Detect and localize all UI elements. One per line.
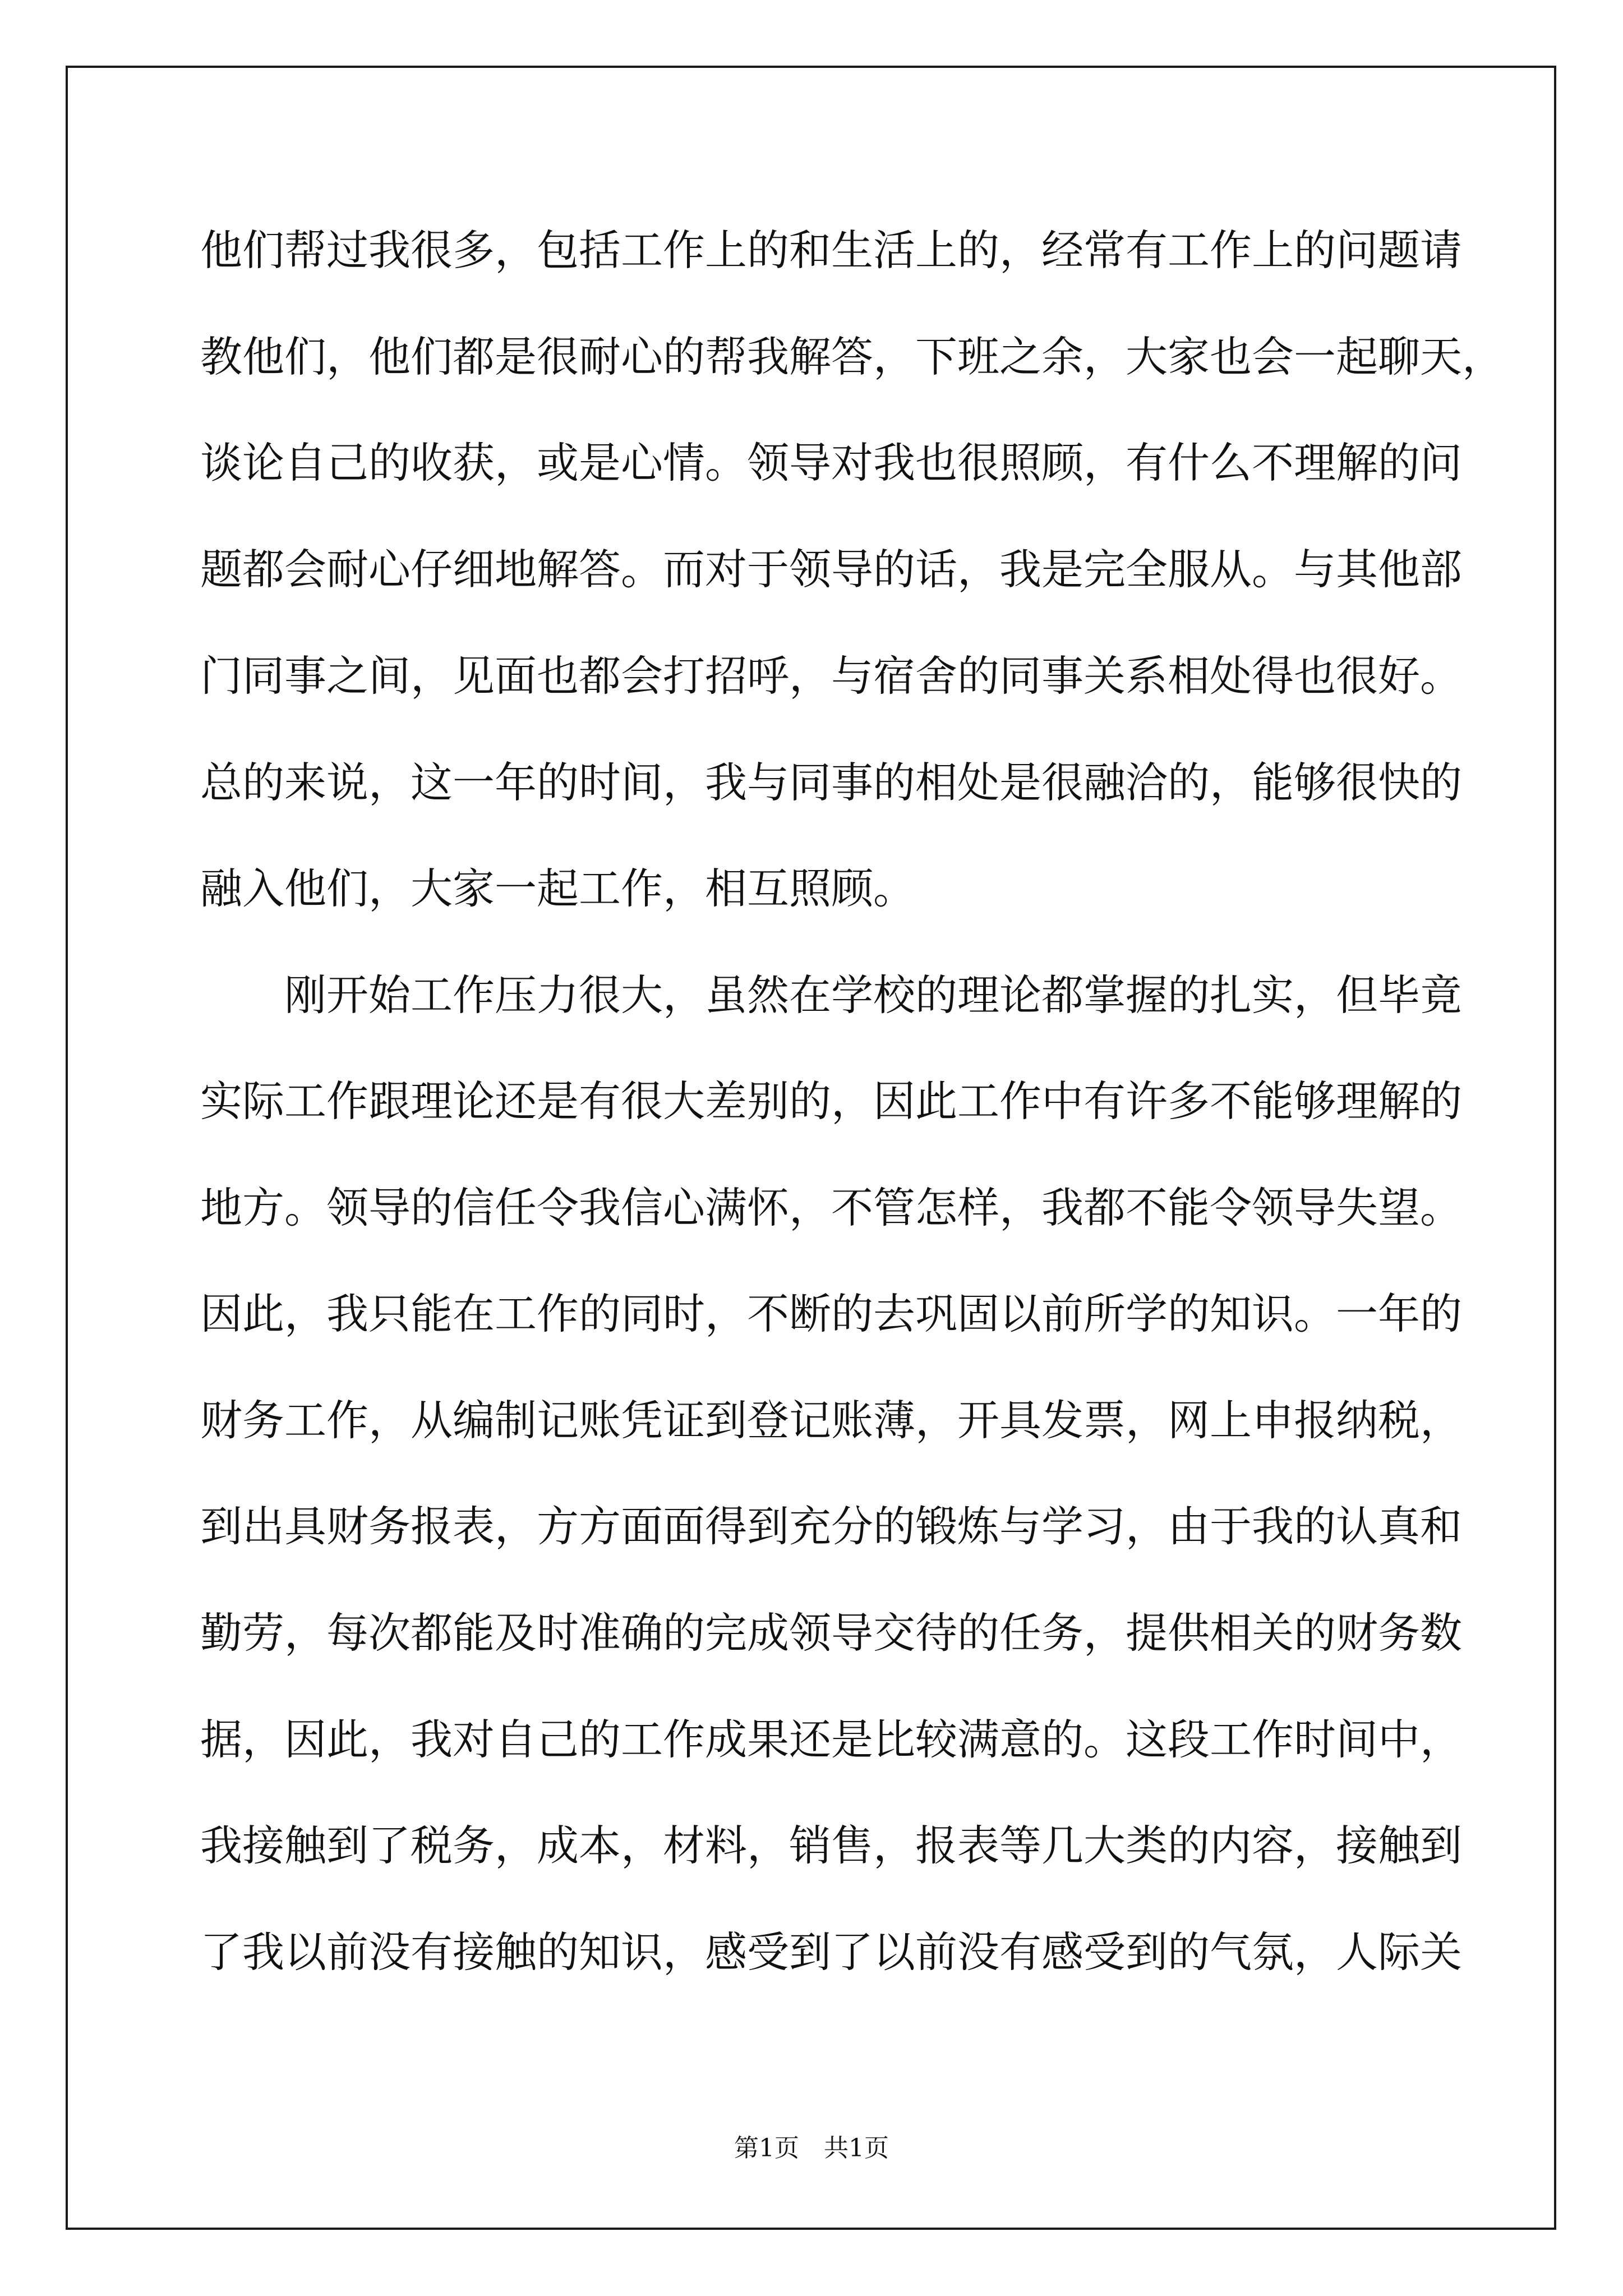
text-line: 实际工作跟理论还是有很大差别的，因此工作中有许多不能够理解的 (200, 1076, 1463, 1126)
page-number-footer: 第1页 共1页 (734, 2134, 889, 2162)
text-line: 总的来说，这一年的时间，我与同事的相处是很融洽的，能够很快的 (200, 758, 1463, 807)
text-line: 据，因此，我对自己的工作成果还是比较满意的。这段工作时间中， (200, 1715, 1463, 1764)
text-line: 融入他们，大家一起工作，相互照顾。 (200, 864, 916, 913)
text-line: 因此，我只能在工作的同时，不断的去巩固以前所学的知识。一年的 (200, 1289, 1463, 1338)
text-line: 门同事之间，见面也都会打招呼，与宿舍的同事关系相处得也很好。 (200, 651, 1463, 701)
page-frame (66, 66, 1556, 2230)
text-line: 他们帮过我很多，包括工作上的和生活上的，经常有工作上的问题请 (200, 226, 1463, 275)
text-line: 到出具财务报表，方方面面得到充分的锻炼与学习，由于我的认真和 (200, 1502, 1463, 1551)
text-line: 财务工作，从编制记账凭证到登记账薄，开具发票，网上申报纳税， (200, 1396, 1463, 1445)
text-line: 题都会耐心仔细地解答。而对于领导的话，我是完全服从。与其他部 (200, 545, 1463, 594)
paragraph-start-line: 刚开始工作压力很大，虽然在学校的理论都掌握的扎实，但毕竟 (200, 970, 1463, 1020)
text-line: 我接触到了税务，成本，材料，销售，报表等几大类的内容，接触到 (200, 1821, 1463, 1870)
text-line: 谈论自己的收获，或是心情。领导对我也很照顾，有什么不理解的问 (200, 438, 1463, 487)
text-line: 了我以前没有接触的知识，感受到了以前没有感受到的气氛，人际关 (200, 1927, 1463, 1977)
text-line: 教他们，他们都是很耐心的帮我解答，下班之余，大家也会一起聊天， (200, 332, 1505, 381)
text-line: 勤劳，每次都能及时准确的完成领导交待的任务，提供相关的财务数 (200, 1608, 1463, 1658)
text-line: 地方。领导的信任令我信心满怀，不管怎样，我都不能令领导失望。 (200, 1183, 1463, 1232)
